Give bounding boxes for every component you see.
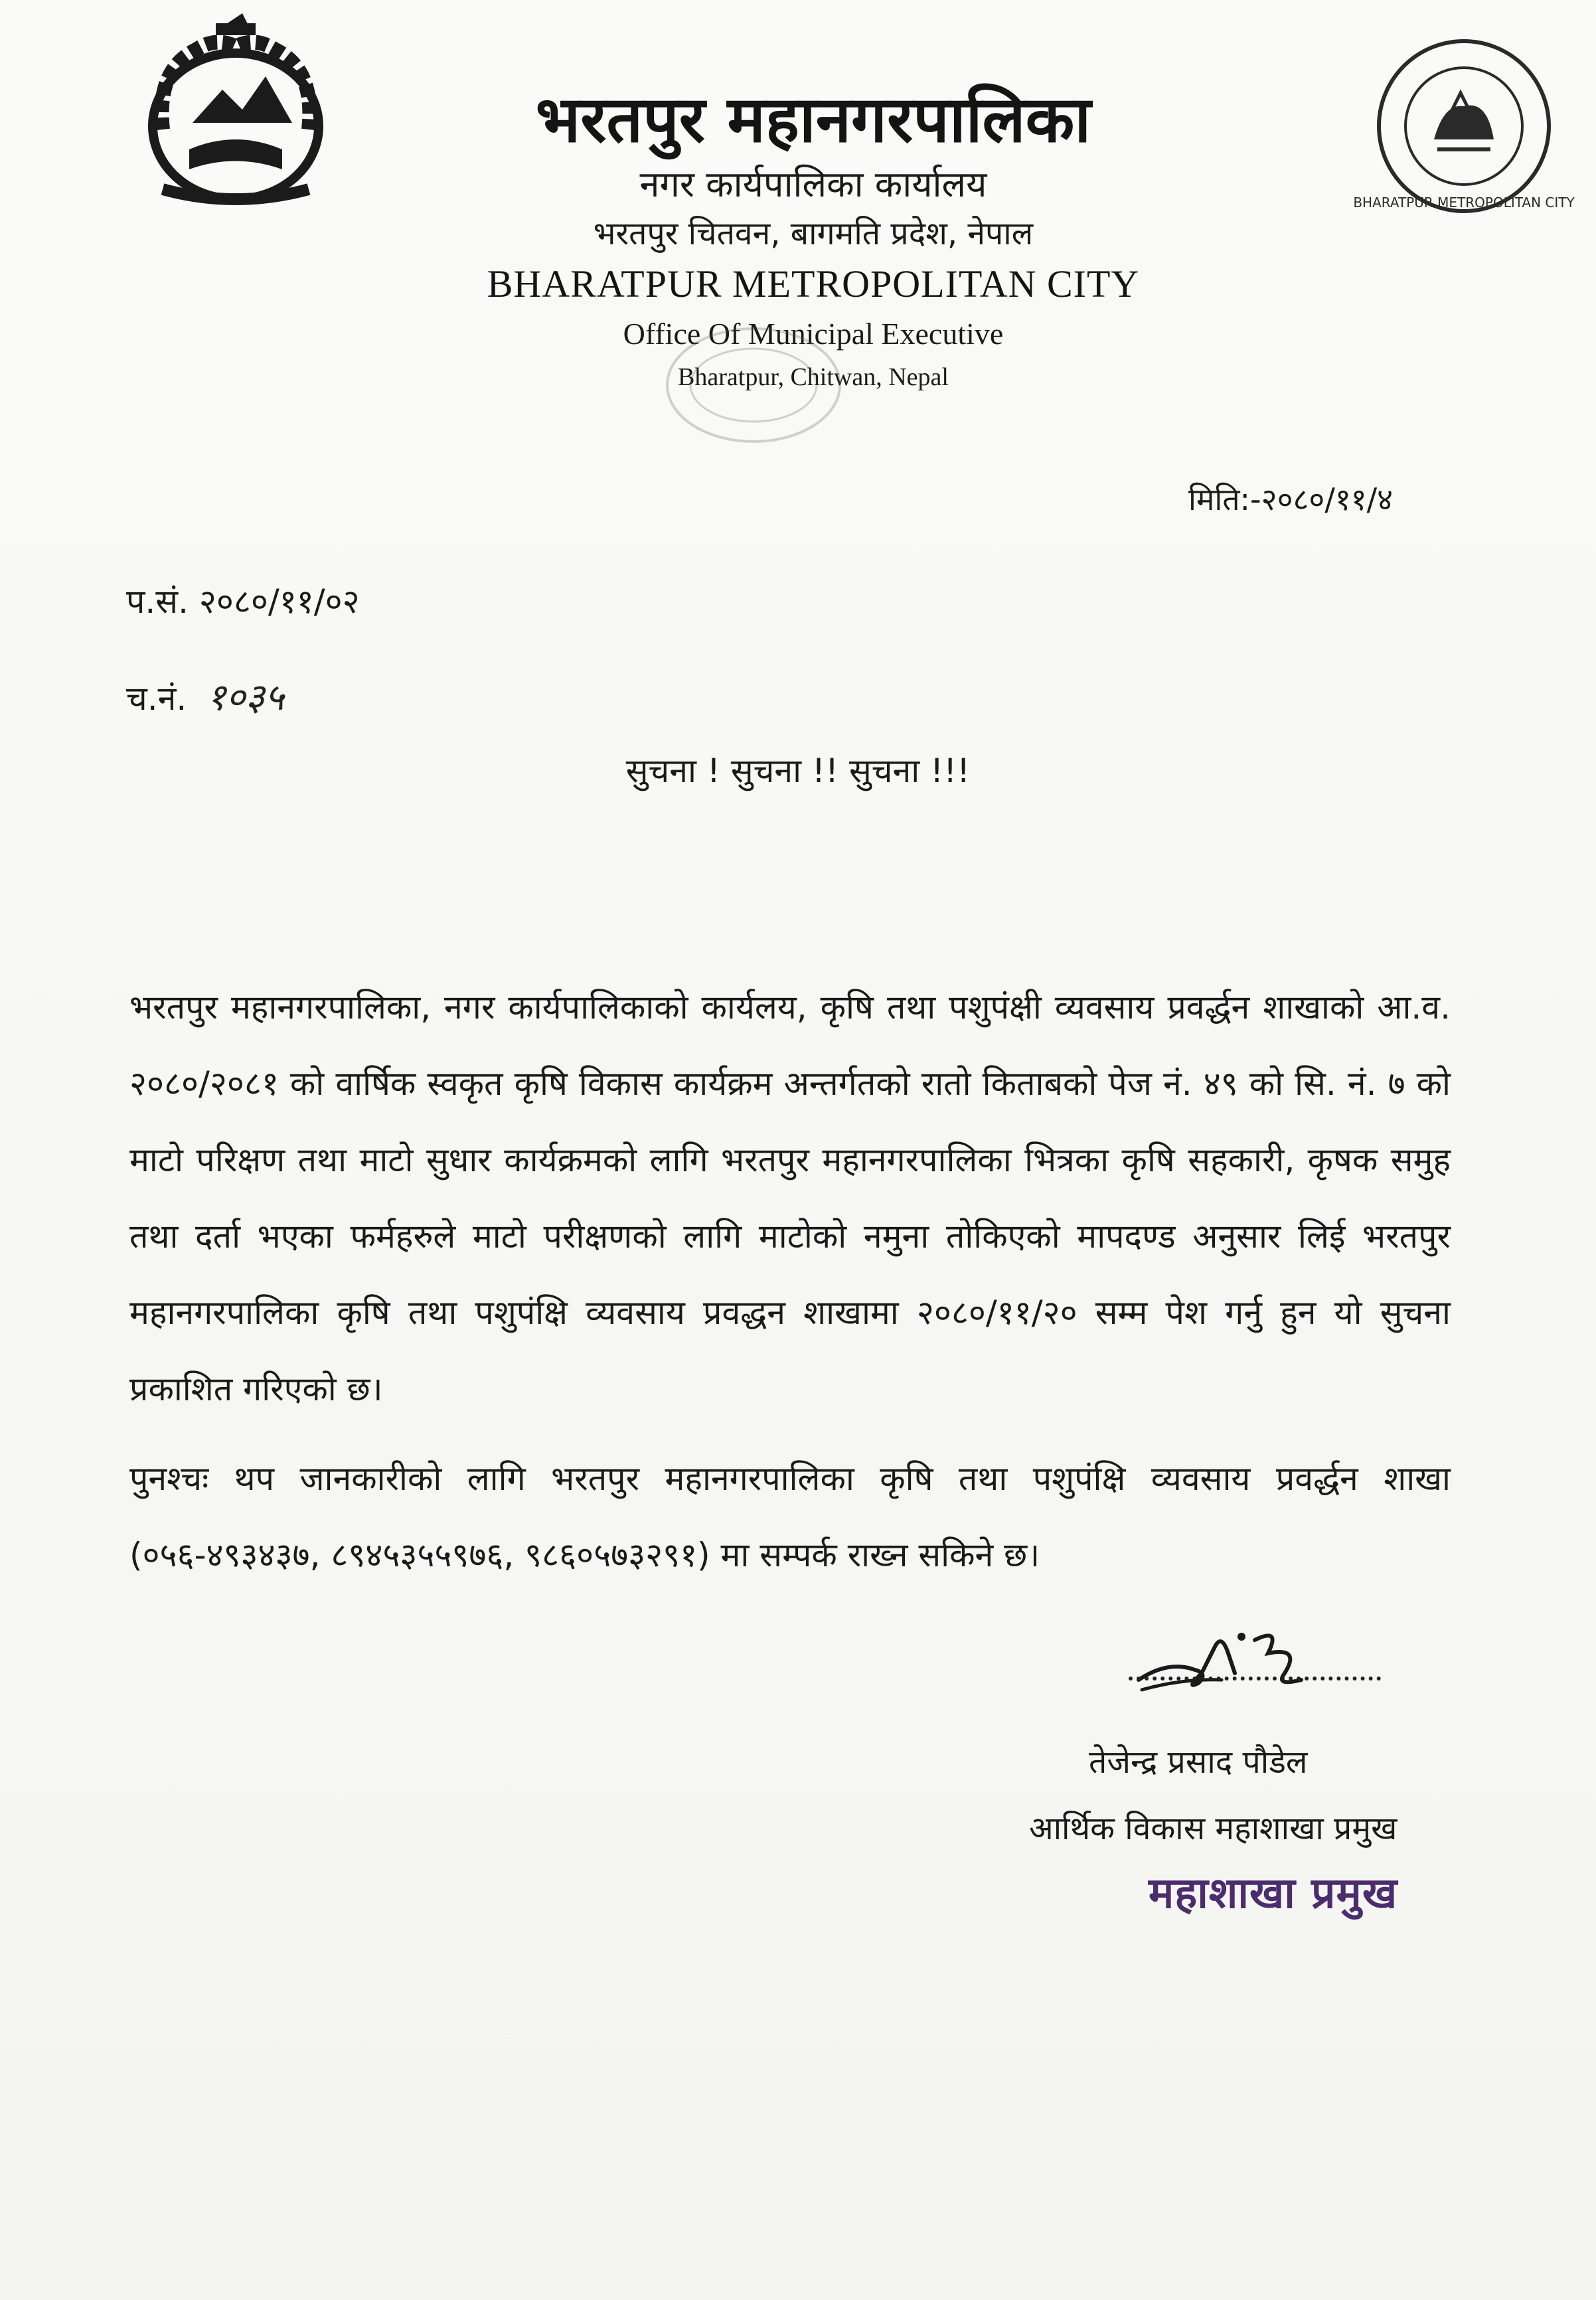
office-title-english: Office Of Municipal Executive: [623, 317, 1004, 351]
seal-text: BHARATPUR METROPOLITAN CITY: [1353, 195, 1575, 210]
signatory-name: तेजेन्द्र प्रसाद पौडेल: [1089, 1744, 1308, 1781]
handwritten-signature: [1129, 1607, 1394, 1706]
org-title-nepali: भरतपुर महानगरपालिका: [535, 82, 1091, 157]
ps-value: २०८०/११/०२: [199, 582, 360, 621]
notice-heading: सुचना ! सुचना !! सुचना !!!: [625, 752, 971, 790]
ps-label: प.सं.: [126, 582, 189, 621]
designation-stamp: महाशाखा प्रमुख: [1149, 1869, 1398, 1918]
office-title-nepali: नगर कार्यपालिका कार्यालय: [639, 163, 987, 205]
address-nepali: भरतपुर चितवन, बागमति प्रदेश, नेपाल: [593, 215, 1034, 252]
faint-stamp-icon: [657, 319, 850, 452]
signatory-title: आर्थिक विकास महाशाखा प्रमुख: [1029, 1810, 1397, 1847]
signature-line: [1129, 1677, 1381, 1681]
bharatpur-seal-icon: [1353, 33, 1575, 219]
notice-body-paragraph: भरतपुर महानगरपालिका, नगर कार्यपालिकाको कार्यलय, कृषि तथा पशुपंक्षी व्यवसाय प्रवर्द्धन शाखाको आ.व. २०८०/२०८१ को वार्षिक स्वकृत कृषि विकास कार्यक्रम अन्तर्गतको रातो किताबको पेज नं. ४९ को सि. नं. ७ को माटो परिक्षण तथा माटो सुधार कार्यक्रमको लागि भरतपुर महानगरपालिका भित्रका कृषि सहकारी, कृषक समुह तथा दर्ता भएका फर्महरुले माटो परीक्षणको लागि माटोको नमुना तोकिएको मापदण्ड अनुसार लिई भरतपुर महानगरपालिका कृषि तथा पशुपंक्षि व्यवसाय प्रवद्धन शाखामा २०८०/११/२० सम्म पेश गर्नु हुन यो सुचना प्रकाशित गरिएको छ।: [129, 988, 1451, 1408]
reference-ps: [126, 578, 360, 623]
address-english: Bharatpur, Chitwan, Nepal: [678, 363, 949, 391]
contact-paragraph: पुनश्चः थप जानकारीको लागि भरतपुर महानगरपालिका कृषि तथा पशुपंक्षि व्यवसाय प्रवर्द्धन शाखा (०५६-४९३४३७, ८९४५३५५९७६, ९८६०५७३२९१) मा सम्पर्क राख्न सकिने छ।: [129, 1459, 1451, 1574]
org-title-english: BHARATPUR METROPOLITAN CITY: [487, 262, 1140, 305]
chn-label: च.नं.: [126, 679, 187, 718]
reference-chn: [126, 671, 284, 721]
letter-date: मिति:-२०८०/११/४: [1188, 481, 1394, 517]
chn-value-handwritten: १०३५: [206, 676, 284, 719]
nepal-emblem-icon: [116, 10, 355, 216]
